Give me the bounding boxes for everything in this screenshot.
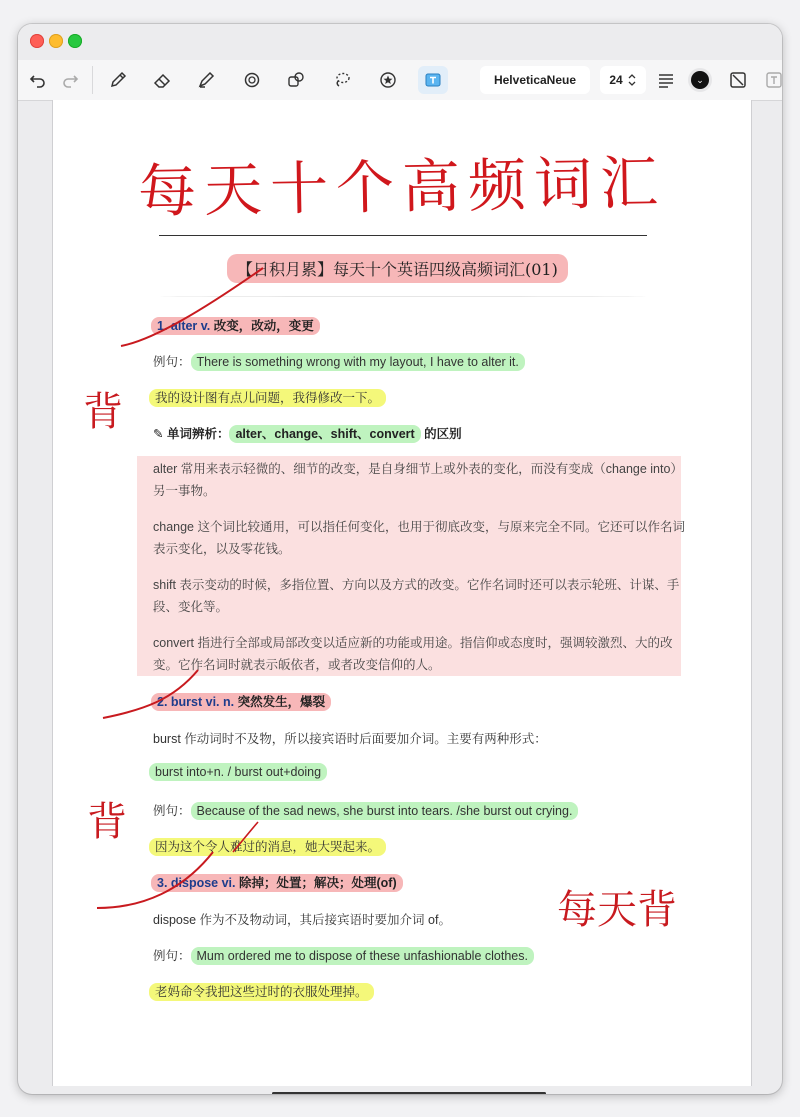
entry-2-example-zh: 因为这个令人难过的消息，她大哭起来。 xyxy=(149,838,386,856)
entry-3-meaning: 除掉；处置；解决；处理(of) xyxy=(238,876,397,890)
lasso-icon[interactable] xyxy=(330,68,354,92)
font-size-value: 24 xyxy=(609,73,623,87)
stickers-icon[interactable] xyxy=(284,68,308,92)
analysis-para-change: change 这个词比较通用，可以指任何变化，也用于彻底改变，与原来完全不同。它还可以作名词表示变化，以及零花钱。 xyxy=(153,520,685,556)
analysis-words: alter、change、shift、convert xyxy=(229,425,420,443)
hand-note-3: 每天背 xyxy=(557,887,677,933)
slash-icon[interactable] xyxy=(726,68,750,92)
entry-3-word: 3. dispose vi. xyxy=(157,876,239,890)
entry-2-meaning: 突然发生，爆裂 xyxy=(237,695,326,709)
entry-3-example-en: Mum ordered me to dispose of these unfashionable clothes. xyxy=(191,947,534,965)
app-window xyxy=(18,24,782,1094)
zoom-window-button[interactable] xyxy=(68,34,82,48)
entry-2-pattern: burst into+n. / burst out+doing xyxy=(149,763,327,781)
analysis-para-shift: shift 表示变动的时候，多指位置、方向以及方式的改变。它作名词时还可以表示轮班、计谋、手段、变化等。 xyxy=(153,578,680,614)
document-page[interactable] xyxy=(52,100,752,1086)
example-label: 例句： xyxy=(153,949,191,963)
shapes-icon[interactable] xyxy=(240,68,264,92)
handwritten-title: 每天十个高频词汇 xyxy=(137,148,667,226)
eraser-icon[interactable] xyxy=(150,68,174,92)
pencil-icon: ✎ xyxy=(153,427,167,441)
example-label: 例句： xyxy=(153,355,191,369)
entry-2-note: burst 作动词时不及物，所以接宾语时后面要加介词。主要有两种形式： xyxy=(153,732,547,746)
page-scroll-indicator[interactable] xyxy=(272,1092,546,1094)
entry-1-word: 1. alter v. xyxy=(157,319,214,333)
font-size-stepper[interactable] xyxy=(600,66,646,94)
handwritten-strokes xyxy=(53,100,751,1086)
analysis-para-convert: convert 指进行全部或局部改变以适应新的功能或用途。指信仰或态度时，强调较激烈、大的改变。它作名词时就表示皈依者，或者改变信仰的人。 xyxy=(153,636,673,672)
entry-1-example-en: There is something wrong with my layout, I have to alter it. xyxy=(191,353,525,371)
text-icon[interactable] xyxy=(418,66,448,94)
analysis-para-alter: alter 常用来表示轻微的、细节的改变，是自身细节上或外表的变化，而没有变成（change into）另一事物。 xyxy=(153,462,683,498)
ink-stroke-4 xyxy=(97,852,213,908)
undo-icon[interactable] xyxy=(26,68,50,92)
chevron-updown-icon xyxy=(627,74,637,86)
analysis-prefix: 单词辨析： xyxy=(166,427,230,441)
entry-1-meaning: 改变，改动，变更 xyxy=(213,319,314,333)
minimize-window-button[interactable] xyxy=(49,34,63,48)
ink-stroke-1 xyxy=(121,268,263,346)
entry-2-example-en: Because of the sad news, she burst into tears. /she burst out crying. xyxy=(191,802,579,820)
entry-3-note: dispose 作为不及物动词，其后接宾语时要加介词 of。 xyxy=(153,913,451,927)
star-icon[interactable] xyxy=(376,68,400,92)
page-subtitle: 【日积月累】每天十个英语四级高频词汇(01) xyxy=(227,254,568,283)
ink-stroke-3 xyxy=(233,822,258,852)
font-family-select[interactable] xyxy=(480,66,590,94)
text-box-icon[interactable] xyxy=(762,68,782,92)
example-label: 例句： xyxy=(153,804,191,818)
analysis-suffix: 的区别 xyxy=(420,427,462,441)
ink-stroke-2 xyxy=(103,670,198,718)
close-window-button[interactable] xyxy=(30,34,44,48)
align-icon[interactable] xyxy=(654,68,678,92)
entry-2-word: 2. burst vi. n. xyxy=(157,695,238,709)
toolbar-divider xyxy=(92,66,93,94)
color-icon[interactable]: ⌄ xyxy=(688,68,712,92)
entry-1-example-zh: 我的设计图有点儿问题，我得修改一下。 xyxy=(149,389,386,407)
pen-icon[interactable] xyxy=(106,68,130,92)
highlighter-icon[interactable] xyxy=(194,68,218,92)
hand-note-2: 背 xyxy=(87,799,127,845)
toolbar xyxy=(18,60,782,101)
entry-3-example-zh: 老妈命令我把这些过时的衣服处理掉。 xyxy=(149,983,374,1001)
title-bar xyxy=(18,24,782,60)
hand-note-1: 背 xyxy=(83,389,123,435)
redo-icon[interactable] xyxy=(58,68,82,92)
font-family-value: HelveticaNeue xyxy=(493,73,577,87)
